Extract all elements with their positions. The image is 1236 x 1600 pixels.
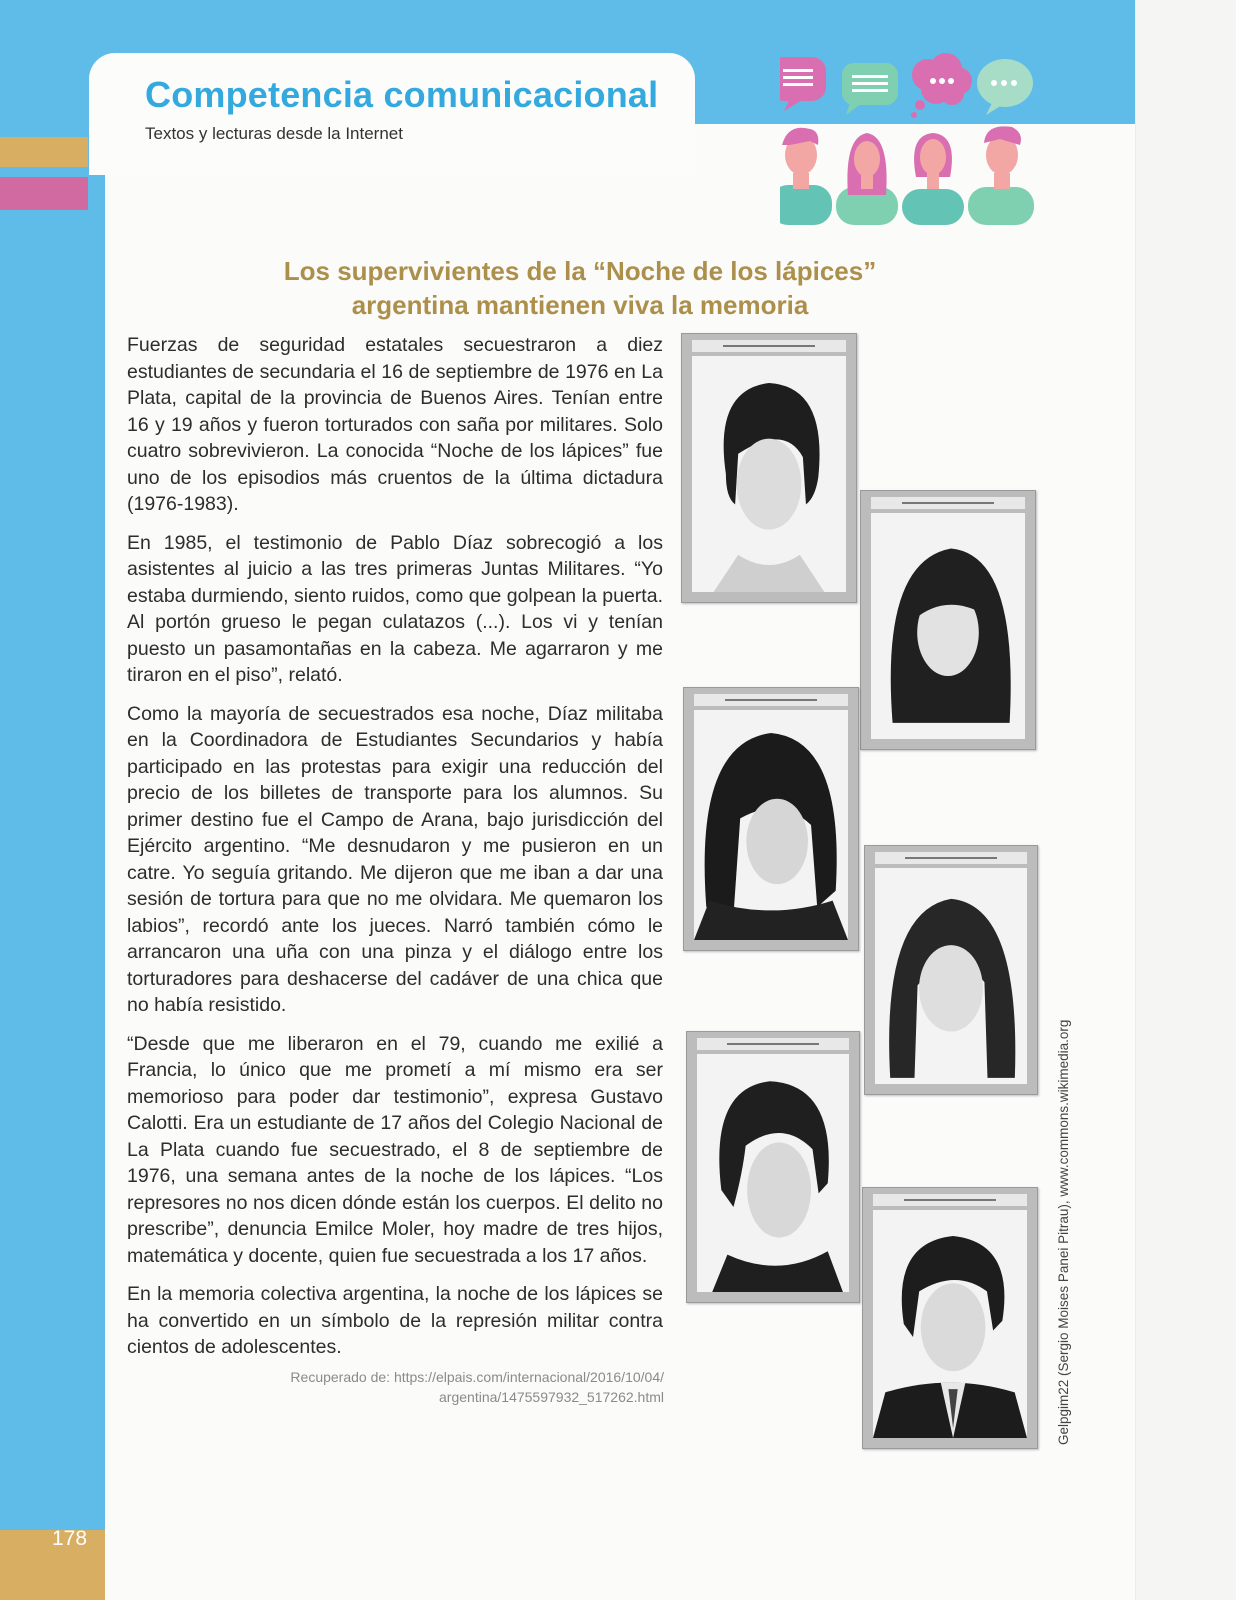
portrait-photo [864, 845, 1038, 1095]
source-line-1: Recuperado de: https://elpais.com/internacional/2016/10/04/ [290, 1369, 664, 1385]
section-title: Competencia comunicacional [145, 74, 659, 115]
photo-caption-strip [697, 1038, 849, 1050]
page-number: 178 [52, 1527, 88, 1550]
photo-caption-strip [871, 497, 1025, 509]
article-paragraph: Fuerzas de seguridad estatales secuestraron a diez estudiantes de secundaria el 16 de septiembre de 1976 en La Plata, capital de la provincia de Buenos Aires. Tenían entre 16 y 19 años y fueron torturados con saña por militares. Solo cuatro sobrevivieron. La conocida “Noche de los lápices” fue uno de los episodios más cruentos de la última dictadura (1976-1983). [127, 334, 663, 515]
dots-cloud-bubble-icon [911, 53, 972, 118]
page-edge [1135, 0, 1236, 1600]
article-body [127, 332, 663, 1373]
menu-speech-bubble-icon [780, 57, 826, 111]
article-paragraph: En la memoria colectiva argentina, la noche de los lápices se ha convertido en un símbolo de la represión militar contra cientos de adolescentes. [127, 1283, 663, 1358]
header-illustration [780, 45, 1060, 225]
article-title [270, 254, 890, 322]
article-paragraph: “Desde que me liberaron en el 79, cuando me exilié a Francia, lo único que me prometí a mí mismo era ser memorioso para poder dar testimonio”, expresa Gustavo Calotti. Era un estudiante de 17 años del Colegio Nacional de La Plata cuando fue secuestrado, el 8 de septiembre de 1976, una semana antes de la noche de los lápices. “Los represores no nos dicen dónde están los cuerpos. El delito no prescribe”, denuncia Emilce Moler, hoy madre de tres hijos, matemática y docente, quien fue secuestrada a los 17 años. [127, 1032, 663, 1267]
person-icon [836, 133, 898, 225]
portrait-photo [862, 1187, 1038, 1449]
dots-speech-bubble-icon [977, 59, 1033, 115]
photo-caption-strip [875, 852, 1027, 864]
photo-credit: Gelpgim22 (Sergio Moises Panei Pitrau), www.commons.wikimedia.org [1056, 1019, 1071, 1445]
source-line-2: argentina/1475597932_517262.html [439, 1389, 664, 1405]
photo-caption-strip [694, 694, 848, 706]
gold-stripe [0, 137, 88, 167]
portrait-photo [683, 687, 859, 951]
source-citation [250, 1367, 664, 1407]
photo-caption-strip [873, 1194, 1027, 1206]
text-speech-bubble-icon [842, 63, 898, 115]
person-icon [902, 133, 964, 225]
article-paragraph: En 1985, el testimonio de Pablo Díaz sobrecogió a los asistentes al juicio a las tres primeras Juntas Militares. “Yo estaba durmiendo, siento ruidos, como que golpean la puerta. Al portón grueso le pegan culatazos (...). Los vi y tenían puesto un pasamontañas en la cabeza. Me agarraron y me tiraron en el piso”, relató. [127, 531, 663, 686]
portrait-photo [860, 490, 1036, 750]
portrait-photo [686, 1031, 860, 1303]
pink-stripe [0, 177, 88, 210]
portrait-photo [681, 333, 857, 603]
photo-caption-strip [692, 340, 846, 352]
person-icon [780, 128, 832, 225]
person-icon [968, 126, 1034, 225]
article-paragraph: Como la mayoría de secuestrados esa noche, Díaz militaba en la Coordinadora de Estudiantes Secundarios y había participado en las protestas para exigir una reducción del precio de los billetes de transporte para los alumnos. Su primer destino fue el Campo de Arana, bajo jurisdicción del Ejército argentino. “Me desnudaron y me pusieron en un catre. Yo seguía gritando. Me dijeron que me iban a dar una sesión de tortura para que no me olvidara. Me quemaron los labios”, recordó ante los jueces. Narró también cómo le arrancaron una uña con una pinza y el diálogo entre los torturadores para deshacerse del cadáver de una chica que no había resistido. [127, 702, 663, 1016]
article-title-line-1: Los supervivientes de la “Noche de los lápices” [283, 256, 877, 286]
left-sidebar [0, 0, 105, 1530]
article-title-line-2: argentina mantienen viva la memoria [351, 290, 809, 320]
section-subtitle: Textos y lecturas desde la Internet [145, 124, 403, 143]
